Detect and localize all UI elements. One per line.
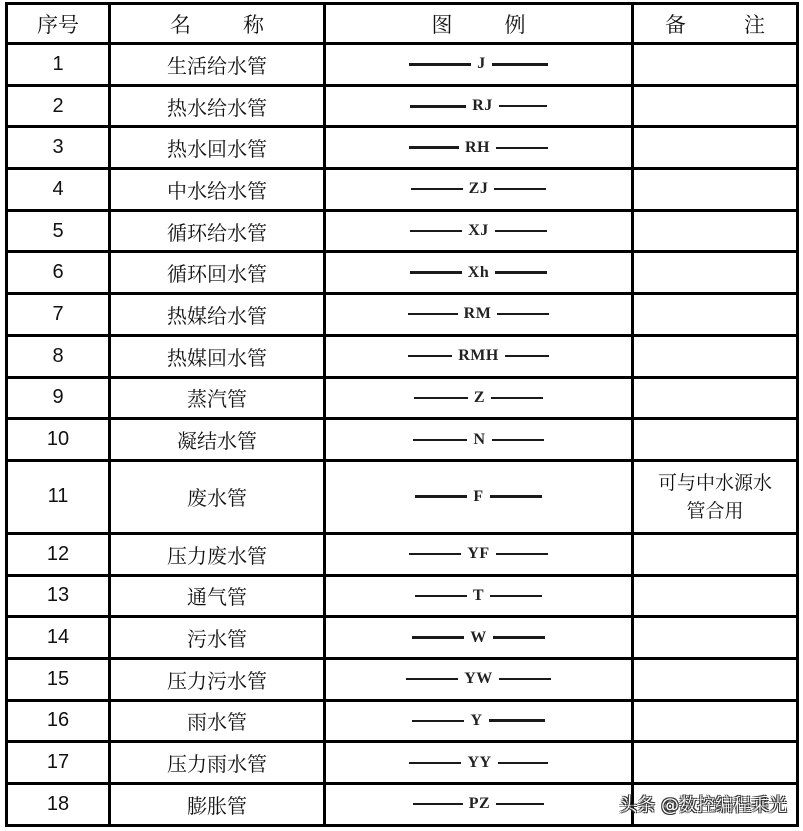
pipe-code: W: [470, 628, 487, 646]
pipe-line-symbol: [326, 97, 631, 115]
remark-line-1: 可与中水源水: [657, 471, 772, 494]
cell-remark: [633, 252, 798, 294]
cell-remark: [633, 44, 798, 86]
cell-no: 15: [7, 658, 110, 700]
pipe-code: Y: [470, 711, 483, 729]
cell-name: 热水回水管: [110, 127, 325, 169]
cell-name: 雨水管: [110, 700, 325, 742]
cell-remark: [633, 700, 798, 742]
header-name: [110, 4, 325, 44]
cell-name: 压力雨水管: [110, 742, 325, 784]
cell-no: 16: [7, 700, 110, 742]
cell-name: 循环回水管: [110, 252, 325, 294]
pipe-line-symbol: [326, 488, 631, 506]
cell-remark: [633, 127, 798, 169]
header-legend-a: 图: [431, 12, 453, 37]
line-left-icon: [413, 439, 467, 441]
cell-no: 10: [7, 419, 110, 461]
cell-no: 3: [7, 127, 110, 169]
cell-no: 13: [7, 575, 110, 617]
table-row: [7, 533, 798, 575]
line-right-icon: [495, 230, 547, 232]
line-left-icon: [409, 762, 461, 764]
cell-no: 11: [7, 460, 110, 533]
line-right-icon: [499, 105, 547, 107]
cell-legend: [325, 335, 633, 377]
cell-no: 6: [7, 252, 110, 294]
pipe-line-symbol: [326, 431, 631, 449]
cell-legend: [325, 784, 633, 826]
table-row: [7, 252, 798, 294]
table-row: [7, 658, 798, 700]
table-row: [7, 617, 798, 659]
header-remark-b: 注: [744, 12, 765, 37]
pipe-code: ZJ: [468, 180, 489, 198]
pipe-line-symbol: [326, 139, 631, 157]
cell-no: 17: [7, 742, 110, 784]
pipe-line-symbol: [326, 754, 631, 772]
line-right-icon: [496, 147, 548, 149]
cell-name: 热水给水管: [110, 85, 325, 127]
table-row: [7, 44, 798, 86]
pipe-code: YF: [467, 545, 490, 563]
line-left-icon: [410, 105, 466, 108]
line-left-icon: [412, 720, 464, 722]
header-remark: [633, 4, 798, 44]
pipe-line-symbol: [326, 629, 631, 647]
line-left-icon: [415, 595, 467, 597]
pipe-code: RJ: [472, 97, 493, 115]
cell-name: 污水管: [110, 617, 325, 659]
pipe-code: J: [477, 55, 486, 73]
header-legend-b: 例: [504, 12, 526, 37]
cell-no: 14: [7, 617, 110, 659]
cell-legend: [325, 85, 633, 127]
cell-legend: [325, 44, 633, 86]
cell-legend: [325, 294, 633, 336]
pipe-code: N: [473, 430, 486, 448]
line-right-icon: [496, 553, 548, 555]
watermark: 头条 @数控编程乘光: [619, 795, 787, 816]
cell-remark: [633, 419, 798, 461]
table-row: [7, 210, 798, 252]
header-remark-a: 备: [665, 12, 686, 37]
cell-legend: [325, 252, 633, 294]
line-left-icon: [410, 271, 462, 274]
line-right-icon: [494, 188, 546, 190]
pipe-code: RH: [465, 138, 490, 156]
table-row: [7, 335, 798, 377]
table-row: [7, 169, 798, 211]
pipe-code: RM: [463, 305, 492, 323]
pipe-code: RMH: [458, 347, 499, 365]
table-row: [7, 294, 798, 336]
line-left-icon: [406, 678, 458, 680]
line-right-icon: [492, 439, 544, 441]
line-left-icon: [411, 188, 463, 190]
table-row: [7, 700, 798, 742]
remark-line-2: 管合用: [686, 499, 744, 522]
line-right-icon: [498, 762, 548, 764]
line-right-icon: [497, 313, 549, 315]
line-right-icon: [490, 495, 542, 498]
cell-remark: [633, 294, 798, 336]
pipe-line-symbol: [326, 305, 631, 323]
cell-legend: [325, 700, 633, 742]
cell-remark: [633, 617, 798, 659]
pipe-code: T: [472, 586, 485, 604]
cell-legend: [325, 460, 633, 533]
cell-no: 1: [7, 44, 110, 86]
line-left-icon: [408, 355, 452, 357]
line-left-icon: [415, 495, 467, 498]
pipe-line-symbol: [326, 545, 631, 563]
cell-remark: [633, 742, 798, 784]
pipe-code: Xh: [467, 263, 490, 281]
cell-legend: [325, 533, 633, 575]
cell-legend: [325, 658, 633, 700]
pipe-line-symbol: [326, 389, 631, 407]
line-right-icon: [499, 678, 551, 680]
cell-name: 热媒回水管: [110, 335, 325, 377]
cell-name: 压力污水管: [110, 658, 325, 700]
cell-legend: [325, 377, 633, 419]
pipe-code: F: [473, 487, 484, 505]
header-row: [7, 4, 798, 44]
line-left-icon: [409, 146, 459, 149]
cell-name: 膨胀管: [110, 784, 325, 826]
cell-remark: [633, 169, 798, 211]
cell-name: 凝结水管: [110, 419, 325, 461]
cell-remark: [633, 377, 798, 419]
line-right-icon: [490, 595, 542, 597]
pipe-line-symbol: [326, 670, 631, 688]
line-right-icon: [491, 397, 543, 399]
table-row: [7, 575, 798, 617]
cell-legend: [325, 742, 633, 784]
cell-name: 通气管: [110, 575, 325, 617]
pipe-code: YY: [467, 753, 492, 771]
cell-legend: [325, 575, 633, 617]
table-row: [7, 460, 798, 533]
table-row: [7, 742, 798, 784]
line-right-icon: [496, 803, 544, 805]
cell-remark: [633, 575, 798, 617]
table-row: [7, 85, 798, 127]
cell-legend: [325, 210, 633, 252]
line-left-icon: [412, 636, 464, 639]
line-right-icon: [493, 636, 545, 639]
table-row: [7, 419, 798, 461]
cell-name: 废水管: [110, 460, 325, 533]
line-right-icon: [492, 63, 548, 66]
header-no: 序号: [7, 4, 110, 44]
line-right-icon: [489, 719, 545, 722]
line-left-icon: [410, 230, 462, 232]
pipe-line-symbol: [326, 587, 631, 605]
pipe-code: XJ: [468, 222, 489, 240]
cell-remark: [633, 460, 798, 533]
cell-no: 8: [7, 335, 110, 377]
pipe-line-symbol: [326, 264, 631, 282]
line-left-icon: [408, 313, 458, 315]
cell-legend: [325, 419, 633, 461]
cell-no: 4: [7, 169, 110, 211]
pipe-line-symbol: [326, 55, 631, 73]
line-left-icon: [409, 63, 471, 66]
pipe-code: YW: [464, 670, 493, 688]
cell-no: 9: [7, 377, 110, 419]
cell-remark: [633, 533, 798, 575]
cell-name: 生活给水管: [110, 44, 325, 86]
pipe-legend-table: [5, 2, 799, 827]
pipe-line-symbol: [326, 222, 631, 240]
cell-remark: [633, 210, 798, 252]
cell-legend: [325, 617, 633, 659]
pipe-line-symbol: [326, 180, 631, 198]
cell-no: 12: [7, 533, 110, 575]
header-legend: [325, 4, 633, 44]
cell-remark: [633, 658, 798, 700]
pipe-code: Z: [473, 388, 486, 406]
line-right-icon: [495, 271, 547, 274]
table-row: [7, 127, 798, 169]
pipe-code: PZ: [468, 795, 491, 813]
cell-name: 中水给水管: [110, 169, 325, 211]
cell-no: 18: [7, 784, 110, 826]
header-name-b: 称: [243, 12, 264, 37]
table-row: [7, 377, 798, 419]
cell-no: 5: [7, 210, 110, 252]
cell-legend: [325, 127, 633, 169]
pipe-line-symbol: [326, 712, 631, 730]
line-left-icon: [413, 803, 463, 805]
pipe-line-symbol: [326, 347, 631, 365]
pipe-line-symbol: [326, 795, 631, 813]
line-left-icon: [414, 397, 468, 399]
cell-remark: [633, 85, 798, 127]
cell-name: 压力废水管: [110, 533, 325, 575]
line-left-icon: [409, 553, 461, 555]
header-name-a: 名: [170, 12, 191, 37]
cell-no: 7: [7, 294, 110, 336]
cell-name: 蒸汽管: [110, 377, 325, 419]
cell-name: 循环给水管: [110, 210, 325, 252]
cell-legend: [325, 169, 633, 211]
cell-name: 热媒给水管: [110, 294, 325, 336]
line-right-icon: [505, 355, 549, 357]
cell-no: 2: [7, 85, 110, 127]
cell-remark: [633, 335, 798, 377]
